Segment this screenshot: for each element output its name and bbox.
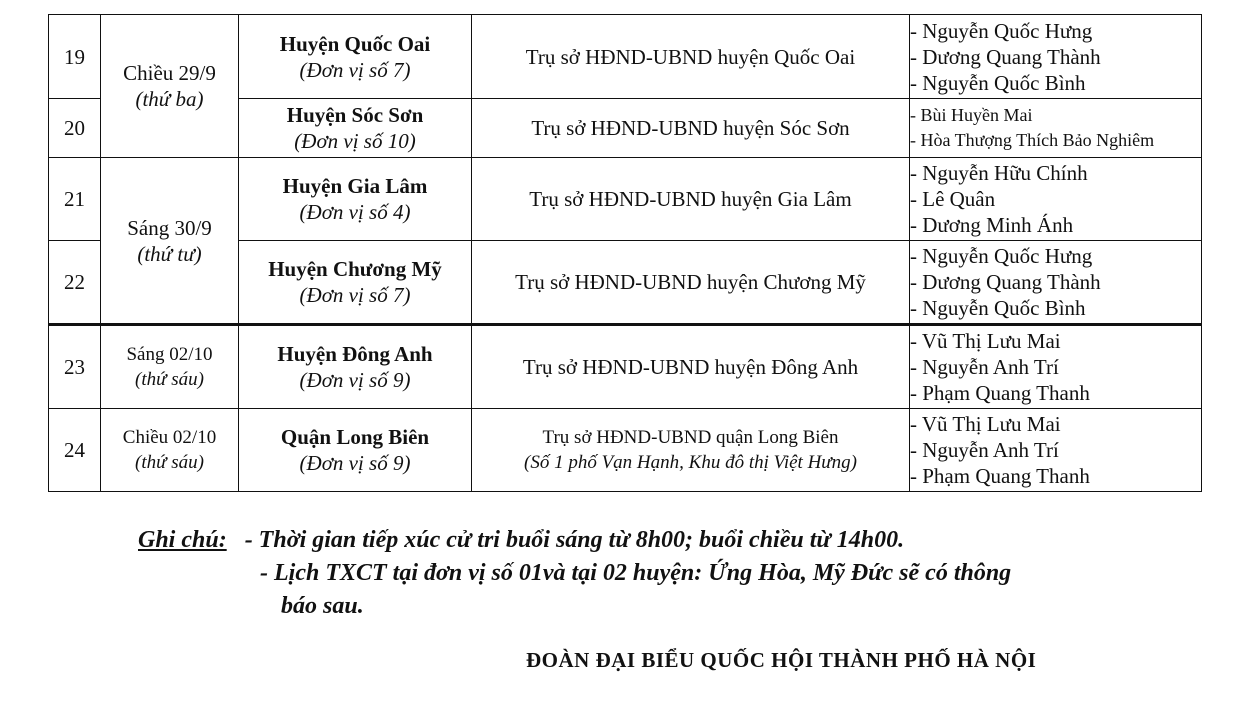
schedule-table bbox=[48, 14, 1202, 492]
delegate-name: - Nguyễn Quốc Hưng bbox=[910, 244, 1093, 268]
place-text: Trụ sở HĐND-UBND quận Long Biên bbox=[542, 427, 839, 448]
notes-label: Ghi chú: bbox=[138, 527, 227, 553]
unit-cell bbox=[239, 15, 472, 99]
unit-number: (Đơn vị số 7) bbox=[299, 57, 411, 82]
unit-cell bbox=[239, 409, 472, 492]
unit-cell bbox=[239, 325, 472, 409]
unit-cell bbox=[239, 241, 472, 325]
note-text: báo sau. bbox=[281, 593, 364, 619]
delegate-name: - Vũ Thị Lưu Mai bbox=[910, 412, 1061, 436]
delegate-name: - Vũ Thị Lưu Mai bbox=[910, 329, 1061, 353]
unit-cell bbox=[239, 158, 472, 241]
unit-name: Huyện Chương Mỹ bbox=[268, 257, 442, 281]
delegate-name: - Nguyễn Anh Trí bbox=[910, 355, 1059, 379]
place-cell: Trụ sở HĐND-UBND huyện Gia Lâm bbox=[472, 158, 910, 241]
unit-number: (Đơn vị số 7) bbox=[299, 283, 411, 307]
unit-name: Huyện Quốc Oai bbox=[279, 31, 431, 56]
weekday-text: (thứ tư) bbox=[137, 241, 202, 266]
weekday-text: (thứ ba) bbox=[135, 87, 204, 111]
unit-name: Quận Long Biên bbox=[280, 425, 430, 449]
place-cell: Trụ sở HĐND-UBND huyện Quốc Oai bbox=[472, 15, 910, 99]
date-cell bbox=[101, 325, 239, 409]
date-text: Chiều 02/10 bbox=[122, 427, 217, 448]
row-number: 23 bbox=[49, 325, 101, 409]
unit-cell bbox=[239, 99, 472, 158]
unit-number: (Đơn vị số 9) bbox=[299, 451, 411, 475]
date-text: Chiều 29/9 bbox=[123, 61, 216, 85]
delegate-name: - Nguyễn Hữu Chính bbox=[910, 161, 1088, 185]
delegate-name: - Lê Quân bbox=[910, 187, 996, 211]
place-cell: Trụ sở HĐND-UBND huyện Đông Anh bbox=[472, 325, 910, 409]
signature-org: ĐOÀN ĐẠI BIỂU QUỐC HỘI THÀNH PHỐ HÀ NỘI bbox=[526, 648, 1037, 672]
note-line bbox=[138, 524, 904, 557]
delegate-name: - Phạm Quang Thanh bbox=[910, 464, 1090, 488]
delegates-cell bbox=[910, 409, 1202, 492]
unit-name: Huyện Gia Lâm bbox=[282, 174, 428, 198]
delegates-cell bbox=[910, 158, 1202, 241]
delegate-name: - Nguyễn Quốc Hưng bbox=[910, 18, 1093, 43]
weekday-text: (thứ sáu) bbox=[135, 369, 204, 390]
table-row bbox=[49, 409, 1202, 492]
delegate-name: - Hòa Thượng Thích Bảo Nghiêm bbox=[910, 130, 1155, 150]
date-text: Sáng 30/9 bbox=[127, 215, 212, 240]
place-cell: Trụ sở HĐND-UBND huyện Chương Mỹ bbox=[472, 241, 910, 325]
delegates-cell bbox=[910, 99, 1202, 158]
row-number: 19 bbox=[49, 15, 101, 99]
delegate-name: - Nguyễn Quốc Bình bbox=[910, 70, 1086, 95]
unit-number: (Đơn vị số 10) bbox=[294, 129, 416, 153]
date-text: Sáng 02/10 bbox=[126, 344, 213, 365]
row-number: 22 bbox=[49, 241, 101, 325]
delegate-name: - Dương Minh Ánh bbox=[910, 213, 1074, 237]
delegates-cell bbox=[910, 241, 1202, 325]
unit-name: Huyện Đông Anh bbox=[277, 342, 433, 366]
weekday-text: (thứ sáu) bbox=[135, 452, 204, 473]
delegate-name: - Bùi Huyền Mai bbox=[910, 105, 1033, 125]
date-cell bbox=[101, 158, 239, 325]
unit-name: Huyện Sóc Sơn bbox=[286, 103, 424, 127]
row-number: 20 bbox=[49, 99, 101, 158]
delegate-name: - Phạm Quang Thanh bbox=[910, 381, 1090, 405]
note-text: - Thời gian tiếp xúc cử tri buổi sáng từ 8h00; buổi chiều từ 14h00. bbox=[244, 527, 905, 553]
delegates-cell bbox=[910, 325, 1202, 409]
date-cell bbox=[101, 15, 239, 158]
table-row bbox=[49, 15, 1202, 99]
place-cell bbox=[472, 409, 910, 492]
row-number: 24 bbox=[49, 409, 101, 492]
place-address: (Số 1 phố Vạn Hạnh, Khu đô thị Việt Hưng) bbox=[524, 452, 857, 473]
unit-number: (Đơn vị số 9) bbox=[299, 368, 411, 392]
unit-number: (Đơn vị số 4) bbox=[299, 200, 411, 224]
delegate-name: - Dương Quang Thành bbox=[910, 44, 1101, 69]
table-row bbox=[49, 325, 1202, 409]
date-cell bbox=[101, 409, 239, 492]
place-cell: Trụ sở HĐND-UBND huyện Sóc Sơn bbox=[472, 99, 910, 158]
table-row bbox=[49, 158, 1202, 241]
delegates-cell bbox=[910, 15, 1202, 99]
delegate-name: - Nguyễn Quốc Bình bbox=[910, 296, 1086, 320]
row-number: 21 bbox=[49, 158, 101, 241]
delegate-name: - Dương Quang Thành bbox=[910, 270, 1101, 294]
delegate-name: - Nguyễn Anh Trí bbox=[910, 438, 1059, 462]
note-text: - Lịch TXCT tại đơn vị số 01và tại 02 huyện: Ứng Hòa, Mỹ Đức sẽ có thông bbox=[260, 560, 1012, 586]
